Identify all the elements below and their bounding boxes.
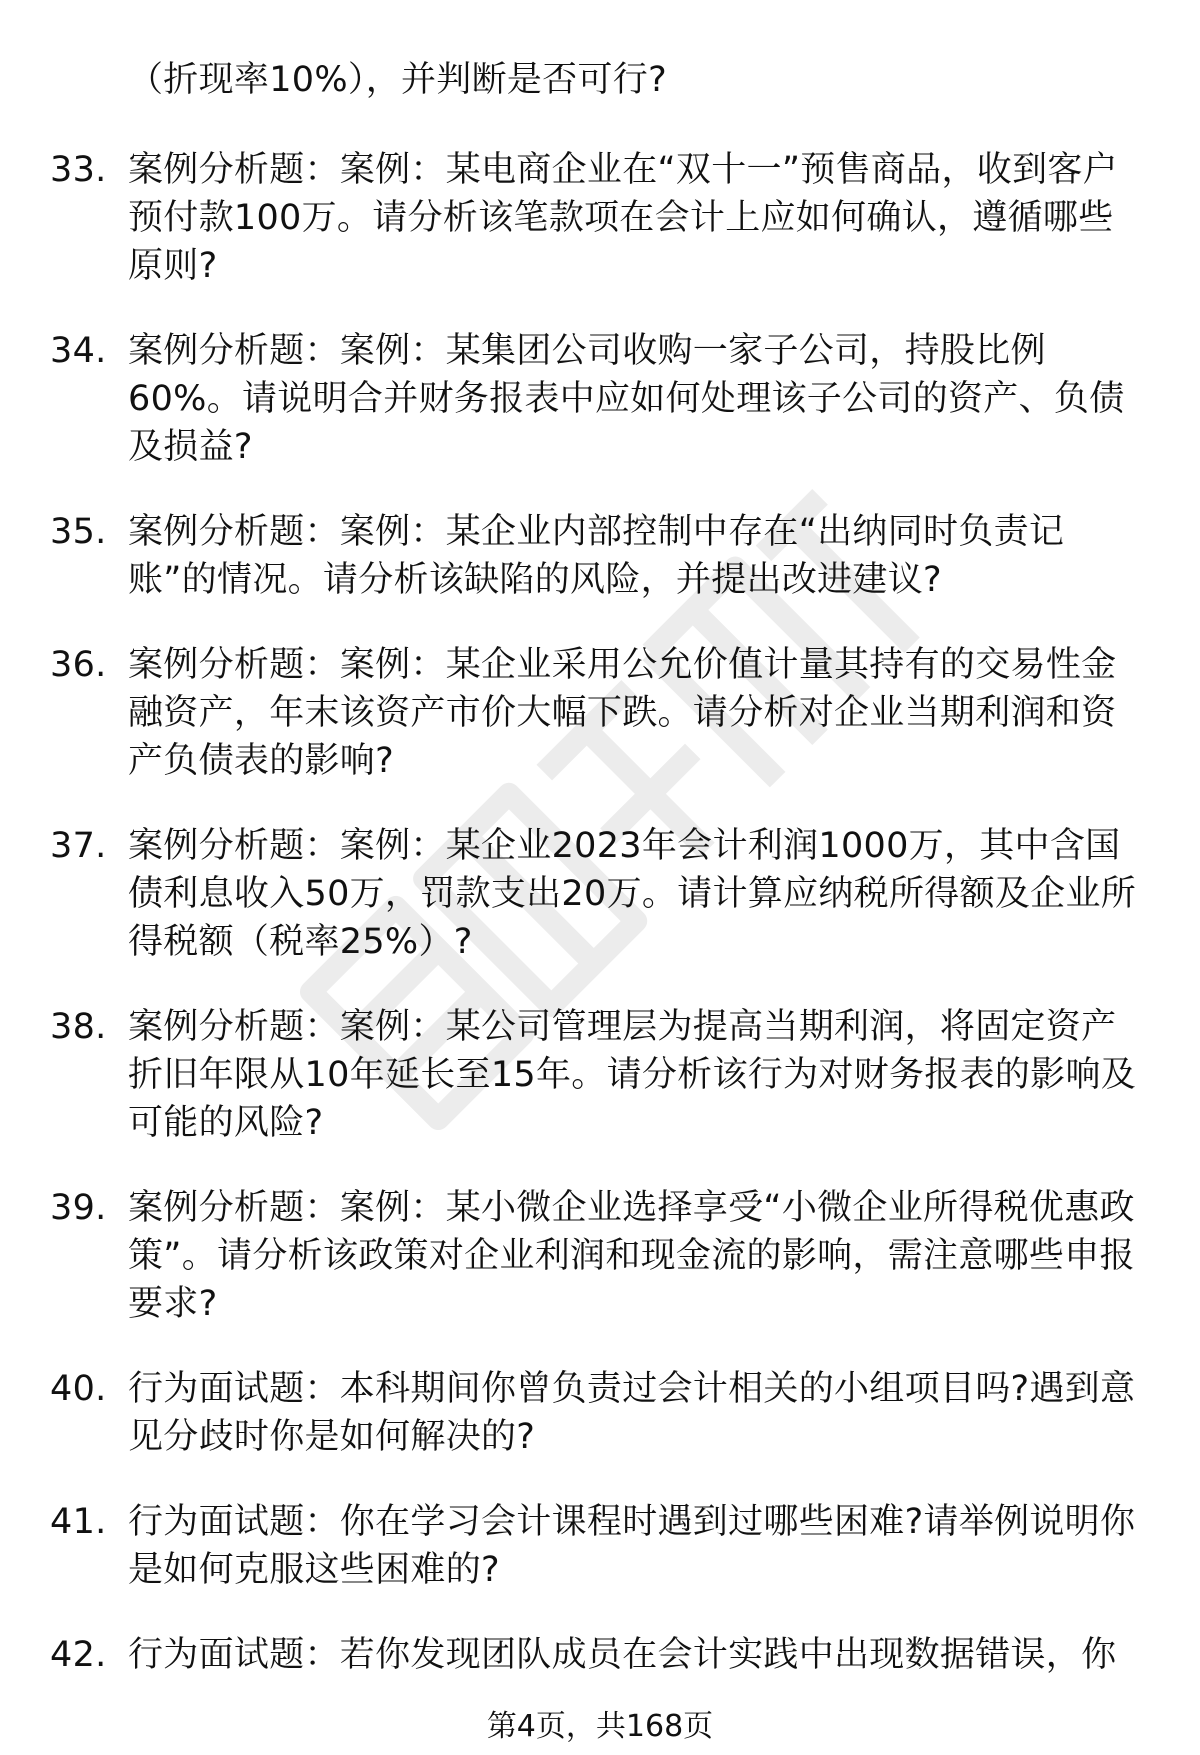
question-number: 36.	[50, 645, 107, 685]
question-item	[50, 641, 1160, 785]
question-number: 33.	[50, 150, 107, 190]
question-text: 案例分析题：案例：某小微企业选择享受“小微企业所得税优惠政策”。请分析该政策对企业利润和现金流的影响，需注意哪些申报要求?	[128, 1188, 1135, 1324]
question-item	[50, 508, 1160, 604]
question-number: 35.	[50, 512, 107, 552]
question-item	[50, 1184, 1160, 1328]
question-text: 案例分析题：案例：某电商企业在“双十一”预售商品，收到客户预付款100万。请分析该笔款项在会计上应如何确认，遵循哪些原则?	[128, 150, 1118, 286]
question-text: 行为面试题：你在学习会计课程时遇到过哪些困难?请举例说明你是如何克服这些困难的?	[128, 1502, 1136, 1590]
question-item	[50, 1498, 1160, 1594]
question-text: 案例分析题：案例：某公司管理层为提高当期利润，将固定资产折旧年限从10年延长至15年。请分析该行为对财务报表的影响及可能的风险?	[128, 1007, 1137, 1143]
question-text: 案例分析题：案例：某企业采用公允价值计量其持有的交易性金融资产，年末该资产市价大幅下跌。请分析对企业当期利润和资产负债表的影响?	[128, 645, 1117, 781]
page-footer: 第4页，共168页	[486, 1709, 714, 1744]
question-text: 行为面试题：若你发现团队成员在会计实践中出现数据错误，你	[128, 1635, 1117, 1675]
question-number: 37.	[50, 826, 107, 866]
question-number: 39.	[50, 1188, 107, 1228]
question-continuation: （折现率10%），并判断是否可行?	[128, 60, 667, 100]
question-number: 38.	[50, 1007, 107, 1047]
question-list	[50, 146, 1160, 1716]
question-item	[50, 146, 1160, 290]
question-number: 40.	[50, 1369, 107, 1409]
question-number: 34.	[50, 331, 107, 371]
question-text: 案例分析题：案例：某企业内部控制中存在“出纳同时负责记账”的情况。请分析该缺陷的风险，并提出改进建议?	[128, 512, 1065, 600]
question-number: 42.	[50, 1635, 107, 1675]
question-item	[50, 327, 1160, 471]
question-item	[50, 822, 1160, 966]
question-item	[50, 1365, 1160, 1461]
question-item	[50, 1003, 1160, 1147]
question-text: 案例分析题：案例：某集团公司收购一家子公司，持股比例60%。请说明合并财务报表中应如何处理该子公司的资产、负债及损益?	[128, 331, 1125, 467]
question-item	[50, 1631, 1160, 1679]
question-number: 41.	[50, 1502, 107, 1542]
question-text: 行为面试题：本科期间你曾负责过会计相关的小组项目吗?遇到意见分歧时你是如何解决的?	[128, 1369, 1136, 1457]
question-text: 案例分析题：案例：某企业2023年会计利润1000万，其中含国债利息收入50万，罚款支出20万。请计算应纳税所得额及企业所得税额（税率25%）?	[128, 826, 1137, 962]
